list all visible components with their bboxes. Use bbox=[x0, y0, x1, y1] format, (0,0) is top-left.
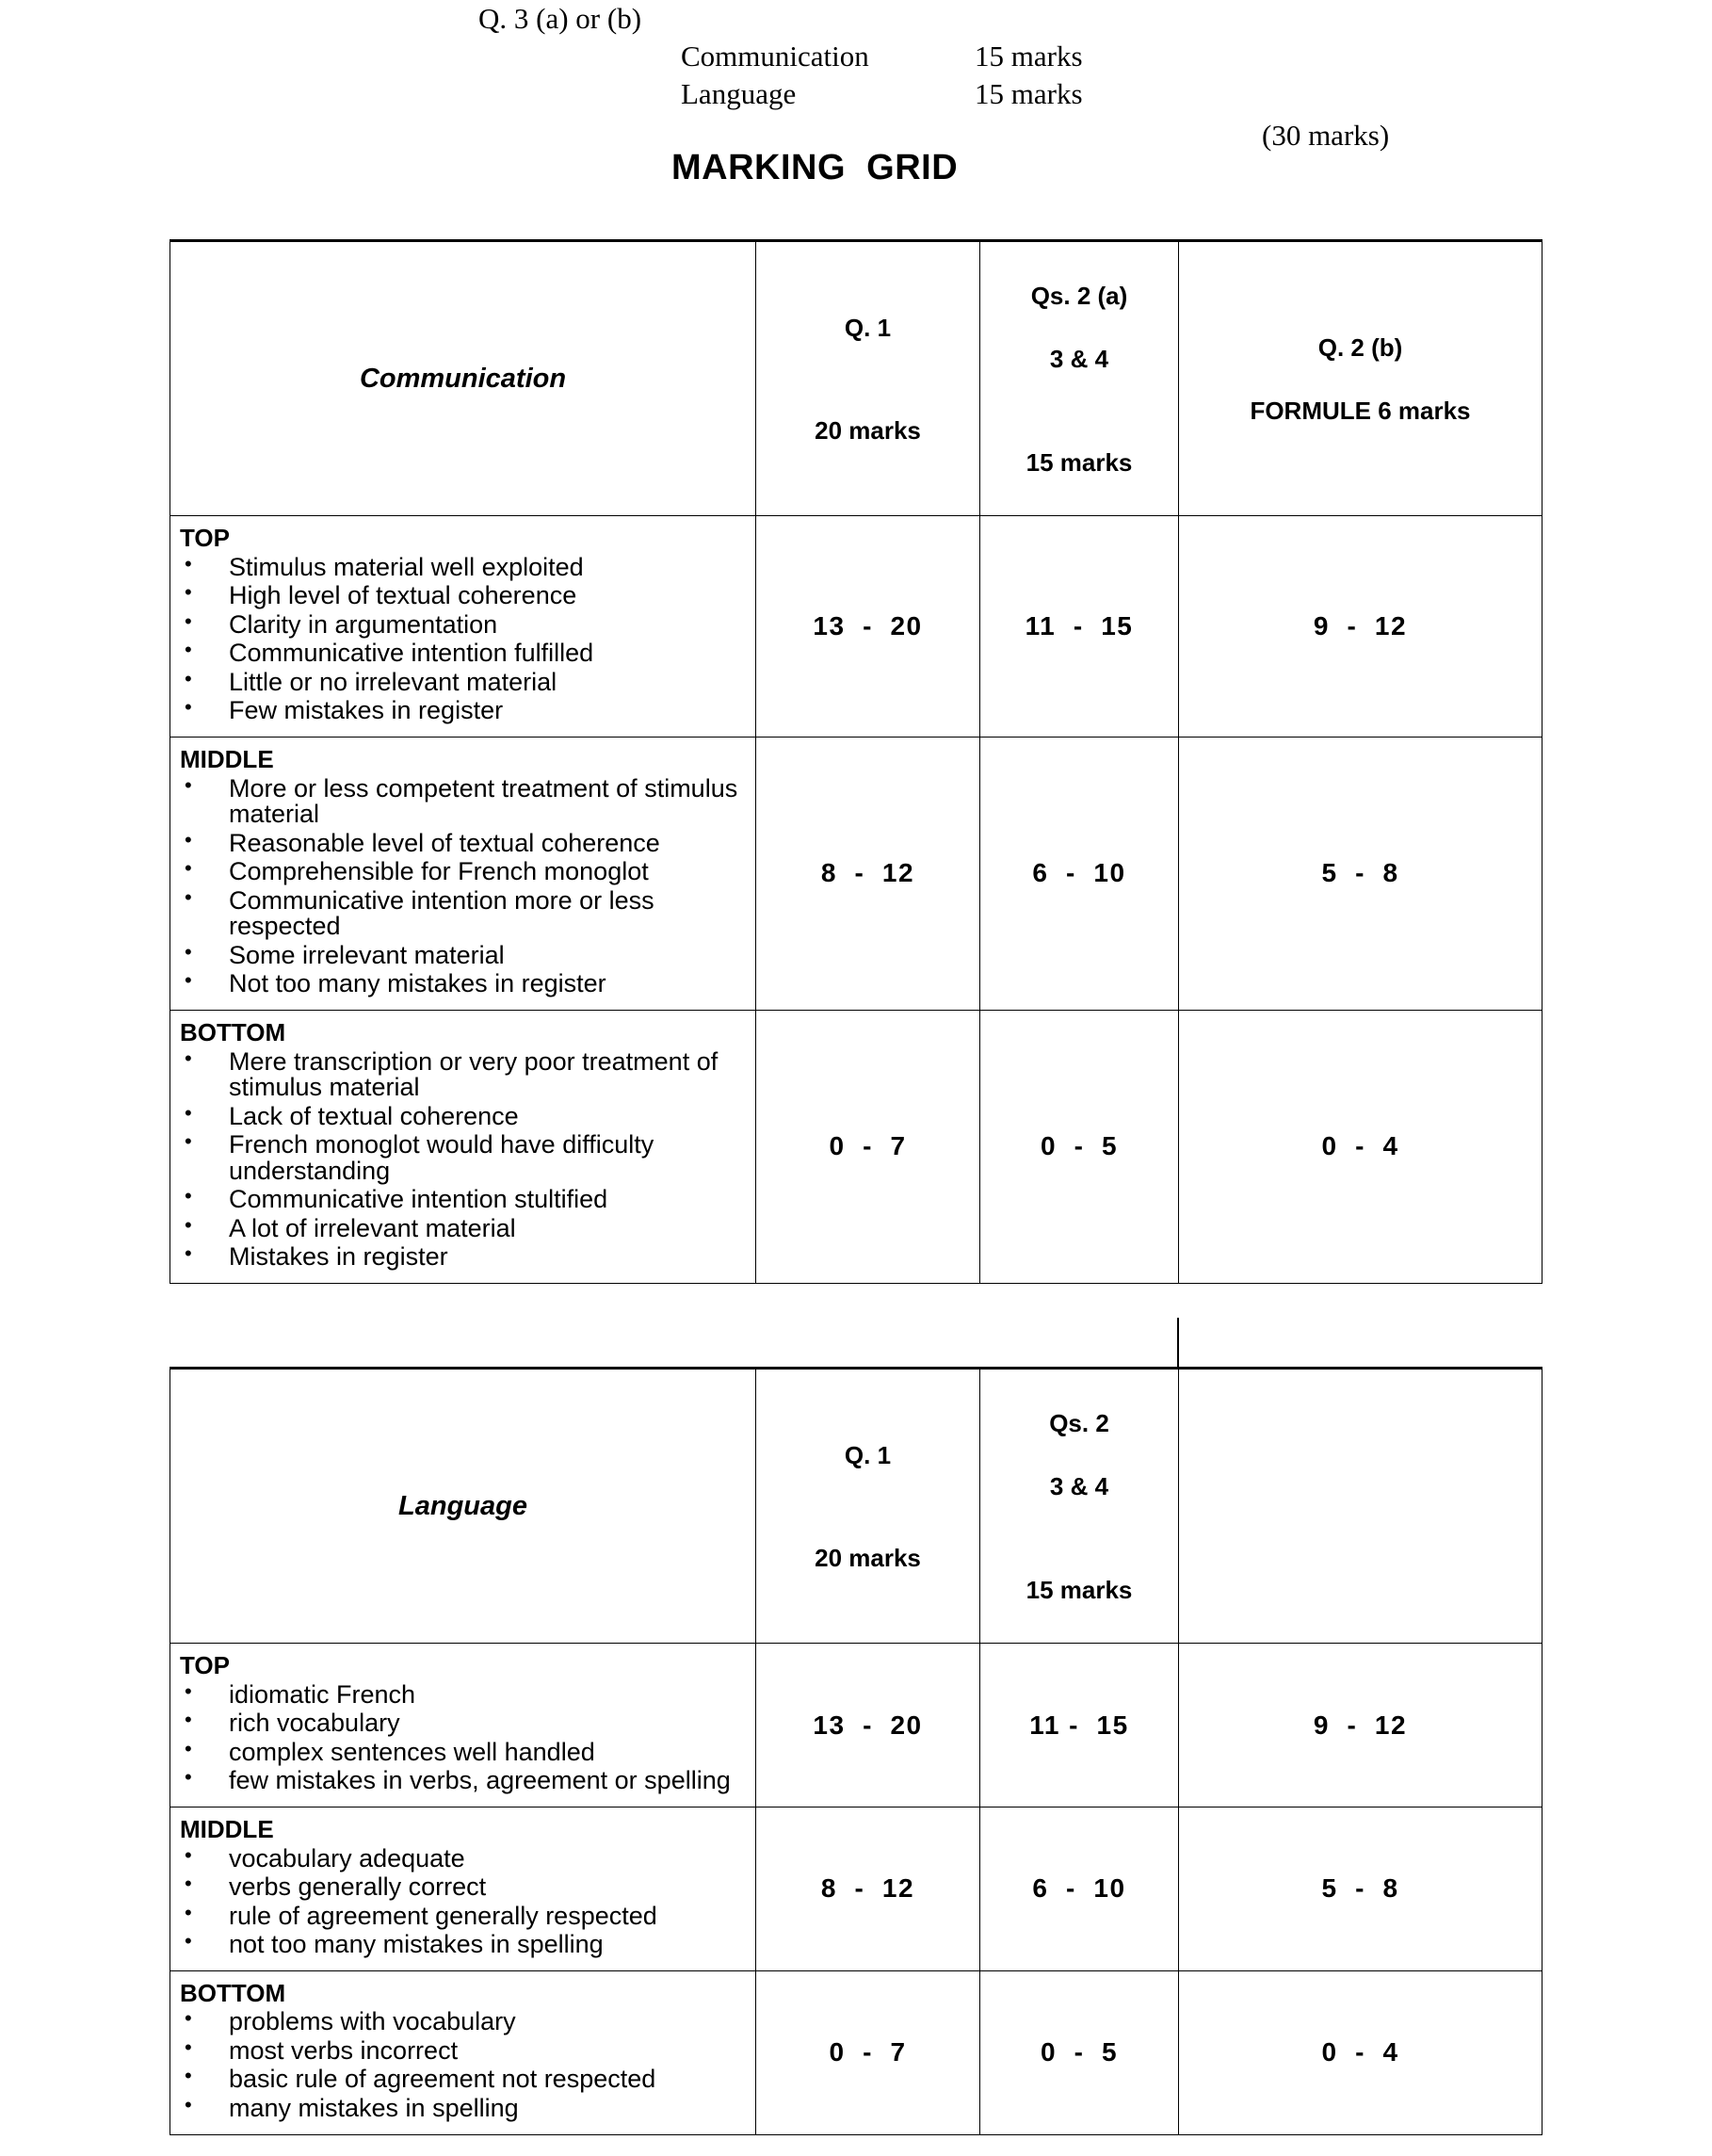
list-item: • Lack of textual coherence bbox=[180, 1104, 746, 1130]
list-item: • complex sentences well handled bbox=[180, 1740, 746, 1766]
band-title: BOTTOM bbox=[180, 1978, 286, 2007]
list-item: • Communicative intention more or less respected bbox=[180, 888, 746, 940]
list-item: • problems with vocabulary bbox=[180, 2009, 746, 2035]
band-cell-bottom bbox=[170, 1010, 756, 1283]
column-header-line1: Qs. 2 bbox=[1049, 1409, 1109, 1438]
list-item: • idiomatic French bbox=[180, 1682, 746, 1709]
list-item: • most verbs incorrect bbox=[180, 2038, 746, 2065]
list-item: • Communicative intention fulfilled bbox=[180, 640, 746, 667]
band-criteria-list bbox=[180, 2009, 746, 2121]
column-header-q1 bbox=[756, 241, 980, 516]
criterion-title: Language bbox=[398, 1490, 527, 1521]
band-criteria-list bbox=[180, 1843, 746, 1959]
band-criteria-list bbox=[180, 1046, 746, 1272]
list-item: • few mistakes in verbs, agreement or spelling bbox=[180, 1768, 746, 1794]
mark-range-q1: 13 - 20 bbox=[756, 1644, 980, 1807]
table-row bbox=[170, 1807, 1542, 1970]
column-header-q2b bbox=[1179, 241, 1542, 516]
column-header-spacer bbox=[760, 1502, 976, 1512]
mark-range-q1: 8 - 12 bbox=[756, 737, 980, 1010]
criterion-title: Communication bbox=[359, 363, 567, 394]
list-item: • Communicative intention stultified bbox=[180, 1187, 746, 1213]
table-row bbox=[170, 516, 1542, 738]
table-row bbox=[170, 1970, 1542, 2134]
list-item: • vocabulary adequate bbox=[180, 1846, 746, 1872]
column-header-spacer bbox=[984, 406, 1174, 415]
column-header-line3: 15 marks bbox=[1026, 1575, 1133, 1604]
band-title: TOP bbox=[180, 524, 230, 553]
table-row bbox=[170, 737, 1542, 1010]
header-language-marks: 15 marks bbox=[975, 77, 1083, 110]
header-communication-marks: 15 marks bbox=[975, 40, 1083, 73]
header-language-label: Language bbox=[681, 77, 797, 110]
band-title: BOTTOM bbox=[180, 1017, 286, 1046]
mark-range-q1: 0 - 7 bbox=[756, 1970, 980, 2134]
marking-grid-communication bbox=[170, 239, 1542, 1284]
table-header-row bbox=[170, 1369, 1542, 1644]
band-title: MIDDLE bbox=[180, 1814, 274, 1843]
column-header-line1: Q. 1 bbox=[844, 313, 892, 342]
list-item: • Reasonable level of textual coherence bbox=[180, 831, 746, 857]
table-row bbox=[170, 1010, 1542, 1283]
mark-range-q2a: 0 - 5 bbox=[980, 1010, 1179, 1283]
column-header-spacer bbox=[760, 375, 976, 384]
list-item: • Few mistakes in register bbox=[180, 698, 746, 724]
column-header-q2 bbox=[980, 1369, 1179, 1644]
column-header-line2: FORMULE 6 marks bbox=[1250, 396, 1471, 425]
band-cell-middle bbox=[170, 737, 756, 1010]
list-item: • Mere transcription or very poor treatment of stimulus material bbox=[180, 1049, 746, 1101]
mark-range-q2a: 6 - 10 bbox=[980, 737, 1179, 1010]
band-cell-top bbox=[170, 1644, 756, 1807]
column-header-line3: 20 marks bbox=[815, 416, 921, 446]
list-item: • many mistakes in spelling bbox=[180, 2096, 746, 2122]
question-reference: Q. 3 (a) or (b) bbox=[478, 2, 642, 35]
mark-range-col4: 5 - 8 bbox=[1179, 1807, 1542, 1970]
mark-range-q2b: 0 - 4 bbox=[1179, 1010, 1542, 1283]
column-header-q2a bbox=[980, 241, 1179, 516]
list-item: • verbs generally correct bbox=[180, 1874, 746, 1901]
mark-range-q1: 0 - 7 bbox=[756, 1010, 980, 1283]
criterion-title-cell bbox=[170, 1369, 756, 1644]
list-item: • Not too many mistakes in register bbox=[180, 971, 746, 997]
list-item: • rule of agreement generally respected bbox=[180, 1904, 746, 1930]
list-item: • Comprehensible for French monoglot bbox=[180, 859, 746, 885]
column-header-line1: Qs. 2 (a) bbox=[1030, 282, 1128, 311]
list-item: • Some irrelevant material bbox=[180, 943, 746, 969]
list-item: • A lot of irrelevant material bbox=[180, 1216, 746, 1242]
column-header-line1: Q. 1 bbox=[844, 1440, 892, 1469]
column-header-line2: 3 & 4 bbox=[1049, 1471, 1109, 1500]
column-header-q1 bbox=[756, 1369, 980, 1644]
mark-range-q1: 8 - 12 bbox=[756, 1807, 980, 1970]
band-title: MIDDLE bbox=[180, 744, 274, 773]
mark-range-q2b: 5 - 8 bbox=[1179, 737, 1542, 1010]
list-item: • Mistakes in register bbox=[180, 1244, 746, 1271]
list-item: • basic rule of agreement not respected bbox=[180, 2067, 746, 2093]
list-item: • High level of textual coherence bbox=[180, 583, 746, 609]
column-header-line3: 20 marks bbox=[815, 1544, 921, 1573]
criterion-title-cell bbox=[170, 241, 756, 516]
list-item: • Clarity in argumentation bbox=[180, 612, 746, 639]
column-header-line1: Q. 2 (b) bbox=[1317, 333, 1403, 363]
mark-range-col4: 0 - 4 bbox=[1179, 1970, 1542, 2134]
column-header-line2: 3 & 4 bbox=[1049, 344, 1109, 373]
mark-range-q1: 13 - 20 bbox=[756, 516, 980, 738]
table-row bbox=[170, 1644, 1542, 1807]
list-item: • not too many mistakes in spelling bbox=[180, 1932, 746, 1958]
list-item: • rich vocabulary bbox=[180, 1710, 746, 1737]
table-divider-stub bbox=[1177, 1318, 1179, 1369]
mark-range-q2b: 9 - 12 bbox=[1179, 516, 1542, 738]
mark-range-q2: 6 - 10 bbox=[980, 1807, 1179, 1970]
band-title: TOP bbox=[180, 1651, 230, 1680]
mark-range-q2: 11 - 15 bbox=[980, 1644, 1179, 1807]
list-item: • More or less competent treatment of stimulus material bbox=[180, 776, 746, 828]
list-item: • Stimulus material well exploited bbox=[180, 555, 746, 581]
header-total-marks: (30 marks) bbox=[1262, 119, 1390, 152]
mark-range-q2a: 11 - 15 bbox=[980, 516, 1179, 738]
list-item: • French monoglot would have difficulty understanding bbox=[180, 1132, 746, 1184]
mark-range-col4: 9 - 12 bbox=[1179, 1644, 1542, 1807]
header-communication-label: Communication bbox=[681, 40, 869, 73]
band-cell-middle bbox=[170, 1807, 756, 1970]
marking-grid-language bbox=[170, 1367, 1542, 2135]
list-item: • Little or no irrelevant material bbox=[180, 670, 746, 696]
column-header-spacer bbox=[984, 1533, 1174, 1543]
column-header-line3: 15 marks bbox=[1026, 447, 1133, 477]
band-cell-top bbox=[170, 516, 756, 738]
band-criteria-list bbox=[180, 1679, 746, 1795]
mark-range-q2: 0 - 5 bbox=[980, 1970, 1179, 2134]
band-criteria-list bbox=[180, 552, 746, 725]
page-title: MARKING GRID bbox=[671, 148, 959, 187]
band-cell-bottom bbox=[170, 1970, 756, 2134]
band-criteria-list bbox=[180, 773, 746, 998]
table-header-row bbox=[170, 241, 1542, 516]
column-header-empty bbox=[1179, 1369, 1542, 1644]
